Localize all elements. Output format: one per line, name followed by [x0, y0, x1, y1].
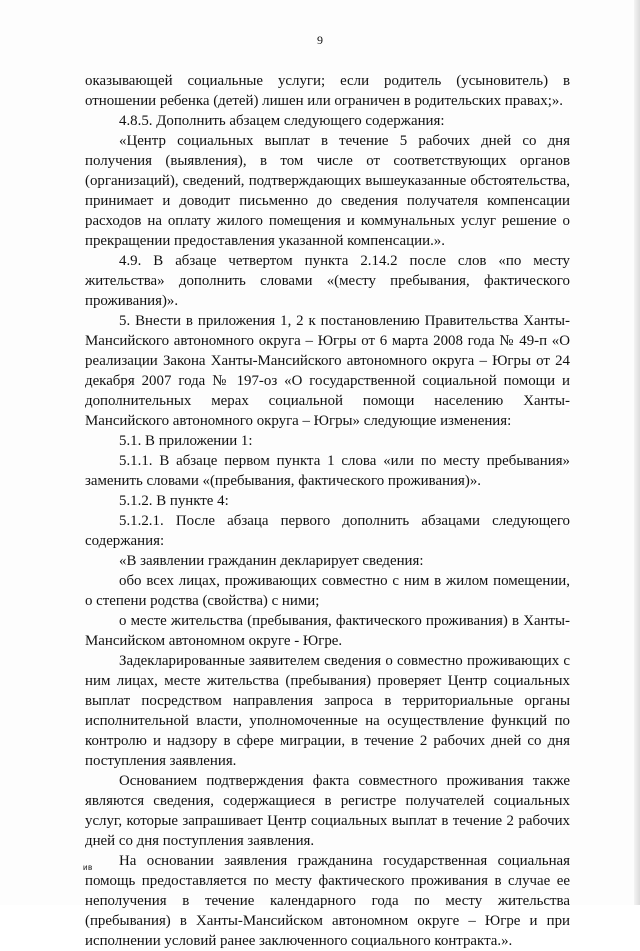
paragraph-5-1: 5.1. В приложении 1:	[119, 433, 253, 449]
paragraph-5-1-2: 5.1.2. В пункте 4:	[119, 493, 229, 509]
paragraph-4-8-5-quote: «Центр социальных выплат в течение 5 рабочих дней со дня получения (выявления), в том числе от соответствующих органов (организаций), сведений, подтверждающих вышеуказанные обстоятельства, принимает и доводит письменно до сведения получателя компенсации расходов на оплату жилого помещения и коммунальных услуг решение о прекращении предоставления указанной компенсации.».	[85, 133, 570, 249]
paragraph-5-1-2-1: 5.1.2.1. После абзаца первого дополнить абзацами следующего содержания:	[85, 513, 570, 549]
paragraph-assistance-basis: На основании заявления гражданина государственная социальная помощь предоставляется по месту фактического проживания в случае ее неполучения в течение календарного года по месту жительства (пребывания) в Ханты-Мансийском автономном округе – Югре и при исполнении условий ранее заключенного социального контракта.».	[85, 853, 570, 949]
paragraph-4-8-5: 4.8.5. Дополнить абзацем следующего содержания:	[119, 113, 445, 129]
paragraph-5: 5. Внести в приложения 1, 2 к постановлению Правительства Ханты-Мансийского автономного округа – Югры от 6 марта 2008 года № 49-п «О реализации Закона Ханты-Мансийского автономного округа – Югры от 24 декабря 2007 года № 197-оз «О государственной социальной помощи и дополнительных мерах социальной помощи населению Ханты-Мансийского автономного округа – Югры» следующие изменения:	[85, 313, 570, 429]
page-number: 9	[317, 33, 323, 47]
paragraph-5-1-1: 5.1.1. В абзаце первом пункта 1 слова «или по месту пребывания» заменить словами «(пребывания, фактического проживания)».	[85, 453, 570, 489]
paragraph-continuation: оказывающей социальные услуги; если родитель (усыновитель) в отношении ребенка (детей) лишен или ограничен в родительских правах;».	[85, 73, 570, 109]
paragraph-cohabitation-basis: Основанием подтверждения факта совместного проживания также являются сведения, содержащиеся в регистре получателей социальных услуг, которые запрашивает Центр социальных выплат в течение 2 рабочих дней со дня поступления заявления.	[85, 773, 570, 849]
footer-mark: ив	[83, 863, 93, 872]
paragraph-4-9: 4.9. В абзаце четвертом пункта 2.14.2 после слов «по месту жительства» дополнить словами «(месту пребывания, фактического проживания)».	[85, 253, 570, 309]
document-body	[85, 71, 570, 951]
paragraph-declaration-persons: обо всех лицах, проживающих совместно с ним в жилом помещении, о степени родства (свойства) с ними;	[85, 573, 570, 609]
paragraph-declaration-intro: «В заявлении гражданин декларирует сведения:	[119, 553, 424, 569]
paragraph-verification: Задекларированные заявителем сведения о совместно проживающих с ним лицах, месте жительства (пребывания) проверяет Центр социальных выплат посредством направления запроса в территориальные органы исполнительной власти, уполномоченные на осуществление функций по контролю и надзору в сфере миграции, в течение 2 рабочих дней со дня поступления заявления.	[85, 653, 570, 769]
scan-edge	[634, 0, 640, 905]
paragraph-declaration-residence: о месте жительства (пребывания, фактического проживания) в Ханты-Мансийском автономном округе - Югре.	[85, 613, 570, 649]
